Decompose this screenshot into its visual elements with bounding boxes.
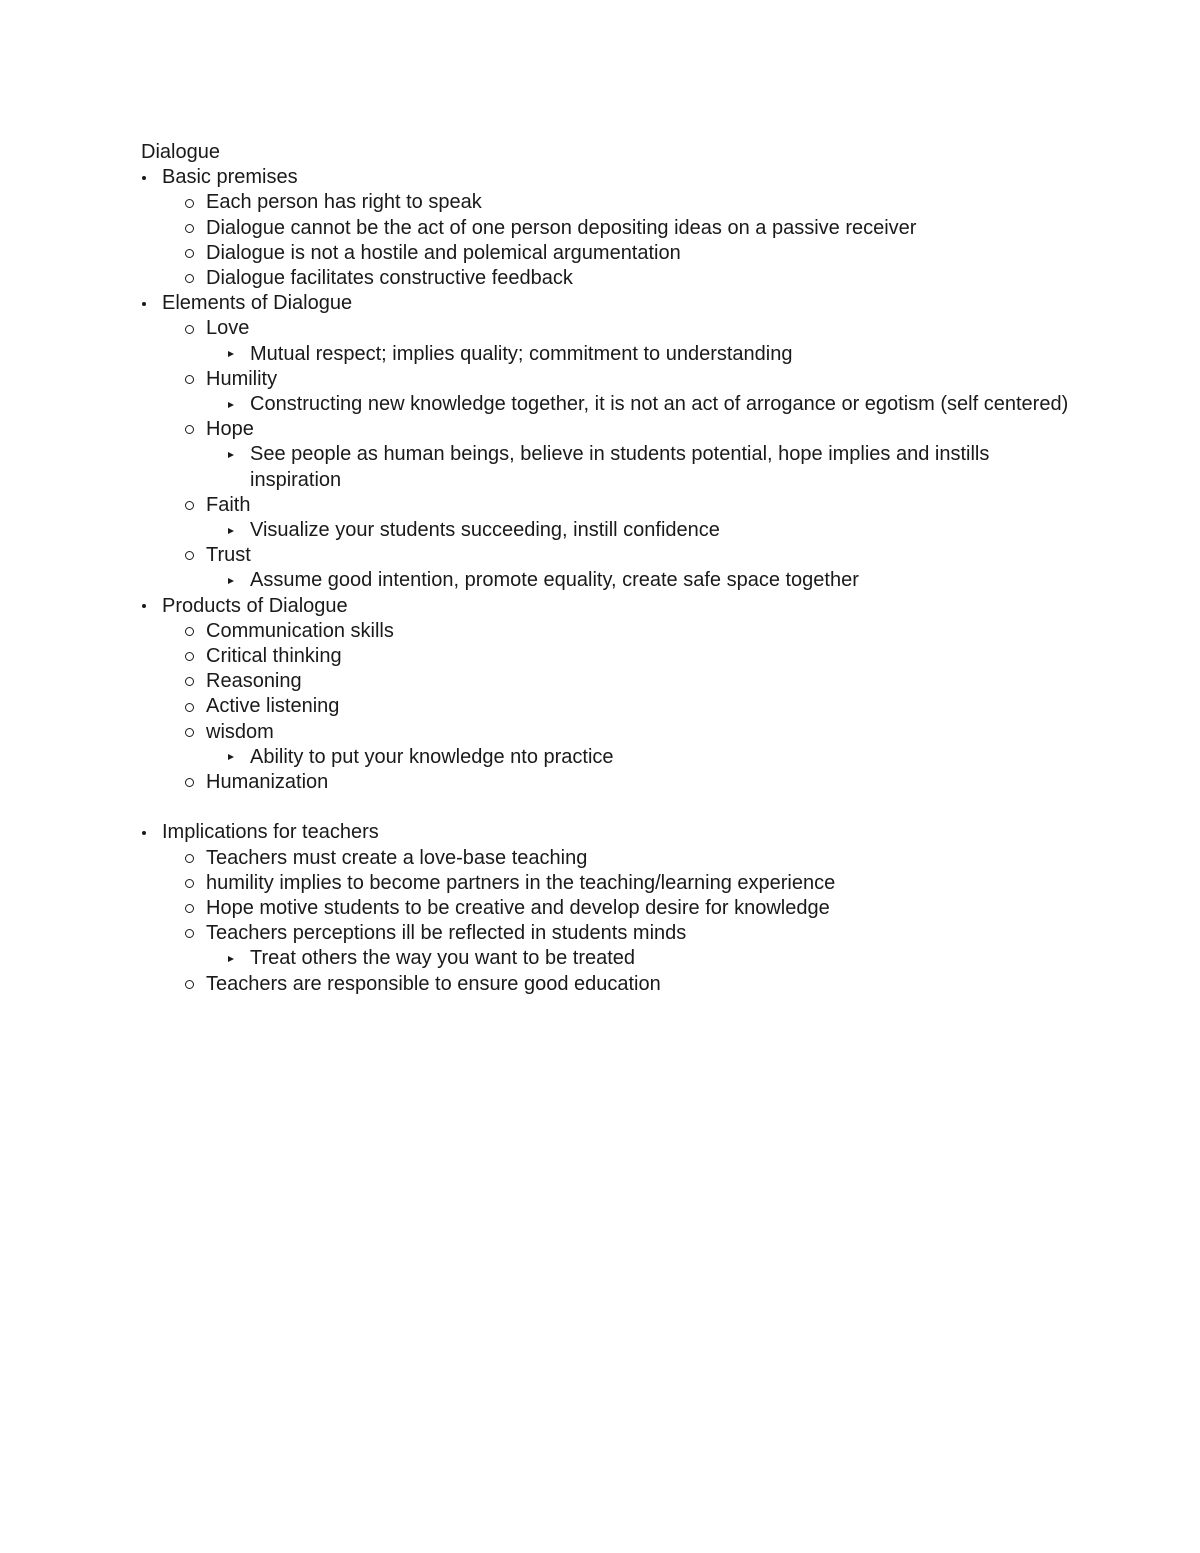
list-item [141,190,1071,215]
section-heading [141,594,1071,619]
section-heading [141,291,1071,316]
list-item-text: Active listening [206,695,340,718]
bullet-circle-icon [185,493,194,518]
bullet-dot-icon [141,165,146,190]
section-heading-text: Products of Dialogue [162,594,348,617]
bullet-circle-icon [185,972,194,997]
sub-list-item-text: Treat others the way you want to be treated [250,947,636,970]
list-item [141,216,1071,241]
list-item-text: Faith [206,493,251,516]
bullet-circle-icon [185,543,194,568]
bullet-circle-icon [185,644,194,669]
bullet-triangle-icon [228,946,234,971]
bullet-circle-icon [185,241,194,266]
bullet-triangle-icon [228,568,234,593]
section-heading-text: Basic premises [162,166,298,189]
bullet-triangle-icon [228,518,234,543]
list-item [141,367,1071,392]
list-item-text: Dialogue cannot be the act of one person depositing ideas on a passive receiver [206,216,917,239]
bullet-dot-icon [141,820,146,845]
sub-list-item [141,568,1071,593]
list-item-text: Hope motive students to be creative and develop desire for knowledge [206,897,830,920]
list-item [141,720,1071,745]
bullet-circle-icon [185,770,194,795]
list-item-text: Dialogue is not a hostile and polemical argumentation [206,241,681,264]
list-item-text: Teachers are responsible to ensure good education [206,972,661,995]
list-item-text: humility implies to become partners in the teaching/learning experience [206,871,836,894]
bullet-dot-icon [141,594,146,619]
sub-list-item-text: Ability to put your knowledge nto practice [250,745,614,768]
bullet-circle-icon [185,921,194,946]
list-item-text: Trust [206,544,251,567]
list-item [141,493,1071,518]
document-page [141,140,1071,997]
bullet-triangle-icon [228,342,234,367]
bullet-circle-icon [185,367,194,392]
list-item-text: Humanization [206,771,329,794]
list-item-text: Each person has right to speak [206,191,482,214]
bullet-circle-icon [185,669,194,694]
list-item [141,266,1071,291]
bullet-triangle-icon [228,392,234,417]
bullet-circle-icon [185,190,194,215]
section-heading [141,820,1071,845]
list-item-text: Reasoning [206,670,302,693]
bullet-circle-icon [185,417,194,442]
list-item-text: wisdom [206,720,274,743]
bullet-circle-icon [185,846,194,871]
sub-list-item [141,442,1071,492]
blank-line [141,795,1071,820]
bullet-dot-icon [141,291,146,316]
list-item-text: Hope [206,418,254,441]
sub-list-item [141,392,1071,417]
list-item [141,619,1071,644]
list-item-text: Humility [206,367,278,390]
list-item [141,694,1071,719]
list-item [141,644,1071,669]
bullet-circle-icon [185,871,194,896]
section-heading-text: Elements of Dialogue [162,292,353,315]
list-item [141,316,1071,341]
sub-list-item [141,518,1071,543]
bullet-circle-icon [185,316,194,341]
sub-list-item-text: Assume good intention, promote equality, create safe space together [250,569,859,592]
list-item-text: Communication skills [206,619,394,642]
list-item [141,896,1071,921]
list-item [141,921,1071,946]
list-item-text: Dialogue facilitates constructive feedback [206,267,573,290]
bullet-circle-icon [185,216,194,241]
bullet-triangle-icon [228,442,234,467]
outline [141,165,1071,997]
sub-list-item [141,946,1071,971]
list-item [141,417,1071,442]
document-title: Dialogue [141,141,220,163]
list-item [141,871,1071,896]
list-item [141,770,1071,795]
section-heading [141,165,1071,190]
bullet-circle-icon [185,266,194,291]
bullet-circle-icon [185,694,194,719]
bullet-circle-icon [185,720,194,745]
sub-list-item [141,745,1071,770]
list-item-text: Critical thinking [206,645,342,668]
section-heading-text: Implications for teachers [162,821,379,844]
list-item-text: Love [206,317,250,340]
list-item [141,241,1071,266]
list-item-text: Teachers perceptions ill be reflected in students minds [206,922,687,945]
list-item [141,543,1071,568]
sub-list-item [141,342,1071,367]
bullet-triangle-icon [228,745,234,770]
sub-list-item-text: Mutual respect; implies quality; commitment to understanding [250,342,793,365]
list-item-text: Teachers must create a love-base teaching [206,846,588,869]
sub-list-item-text: Constructing new knowledge together, it is not an act of arrogance or egotism (self centered) [250,393,1069,416]
list-item [141,972,1071,997]
list-item [141,669,1071,694]
bullet-circle-icon [185,896,194,921]
list-item [141,846,1071,871]
sub-list-item-text: See people as human beings, believe in students potential, hope implies and instills inspiration [250,443,990,491]
sub-list-item-text: Visualize your students succeeding, instill confidence [250,519,720,542]
bullet-circle-icon [185,619,194,644]
